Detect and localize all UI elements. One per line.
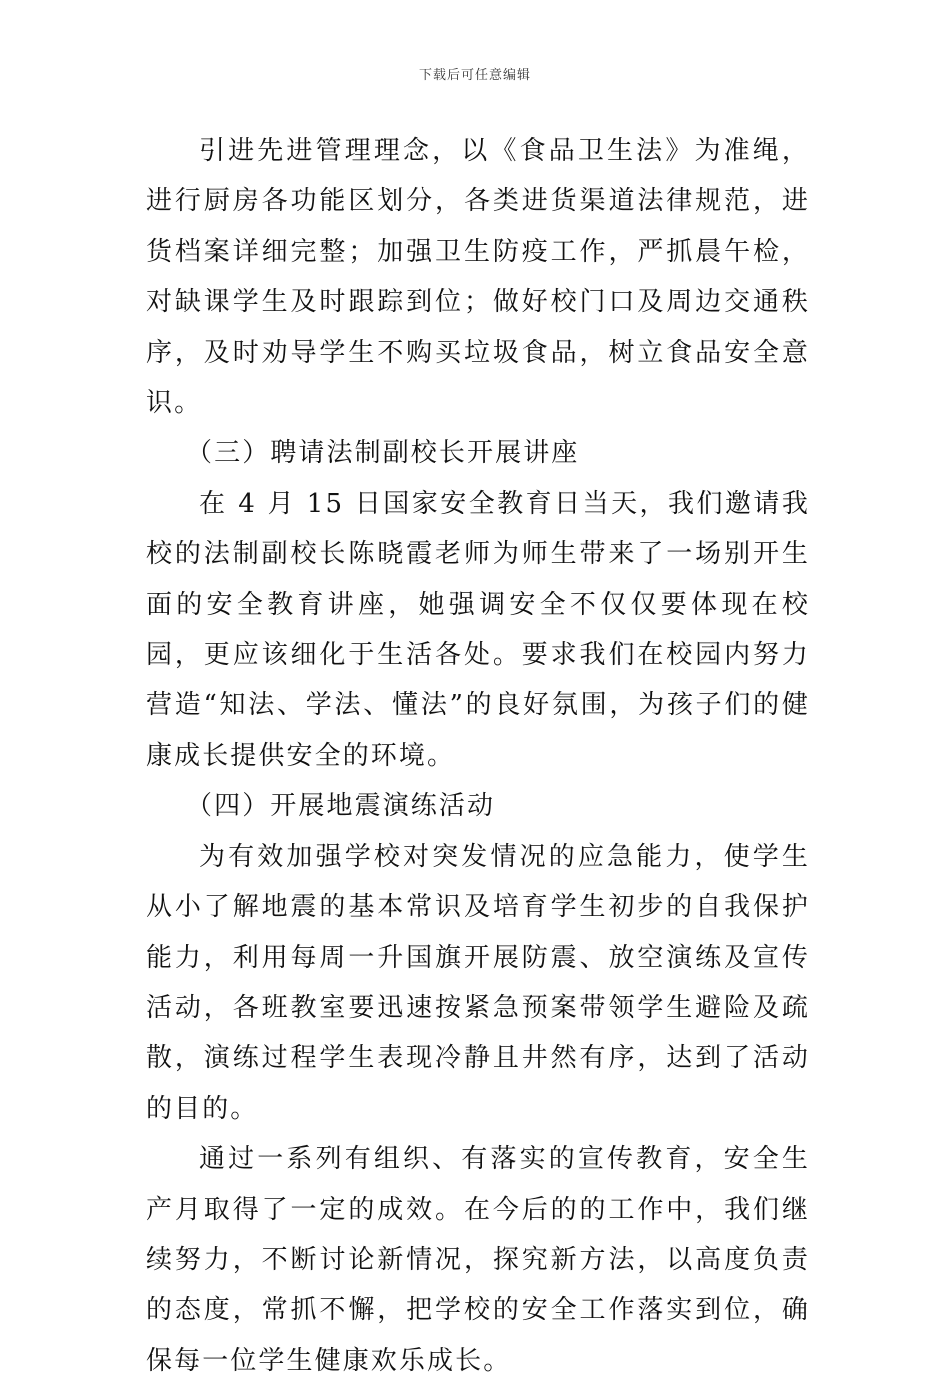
page-header: 下载后可任意编辑	[418, 68, 531, 83]
document-body	[146, 126, 810, 1386]
paragraph-food-safety: 引进先进管理理念，以《食品卫生法》为准绳，进行厨房各功能区划分，各类进货渠道法律规范，进货档案详细完整；加强卫生防疫工作，严抓晨午检，对缺课学生及时跟踪到位；做好校门口及周边交通秩序，及时劝导学生不购买垃圾食品，树立食品安全意识。	[146, 136, 810, 419]
section-heading-earthquake-drill: （四）开展地震演练活动	[186, 791, 496, 822]
section-heading-lecture: （三）聘请法制副校长开展讲座	[186, 438, 580, 469]
paragraph-earthquake-drill: 为有效加强学校对突发情况的应急能力，使学生从小了解地震的基本常识及培育学生初步的自我保护能力，利用每周一升国旗开展防震、放空演练及宣传活动，各班教室要迅速按紧急预案带领学生避险及疏散，演练过程学生表现冷静且井然有序，达到了活动的目的。	[146, 841, 810, 1124]
paragraph-conclusion: 通过一系列有组织、有落实的宣传教育，安全生产月取得了一定的成效。在今后的的工作中，我们继续努力，不断讨论新情况，探究新方法，以高度负责的态度，常抓不懈，把学校的安全工作落实到位，确保每一位学生健康欢乐成长。	[146, 1144, 810, 1376]
paragraph-lecture: 在 4 月 15 日国家安全教育日当天，我们邀请我校的法制副校长陈晓霞老师为师生带来了一场别开生面的安全教育讲座，她强调安全不仅仅要体现在校园，更应该细化于生活各处。要求我们在校园内努力营造“知法、学法、懂法”的良好氛围，为孩子们的健康成长提供安全的环境。	[146, 488, 810, 771]
